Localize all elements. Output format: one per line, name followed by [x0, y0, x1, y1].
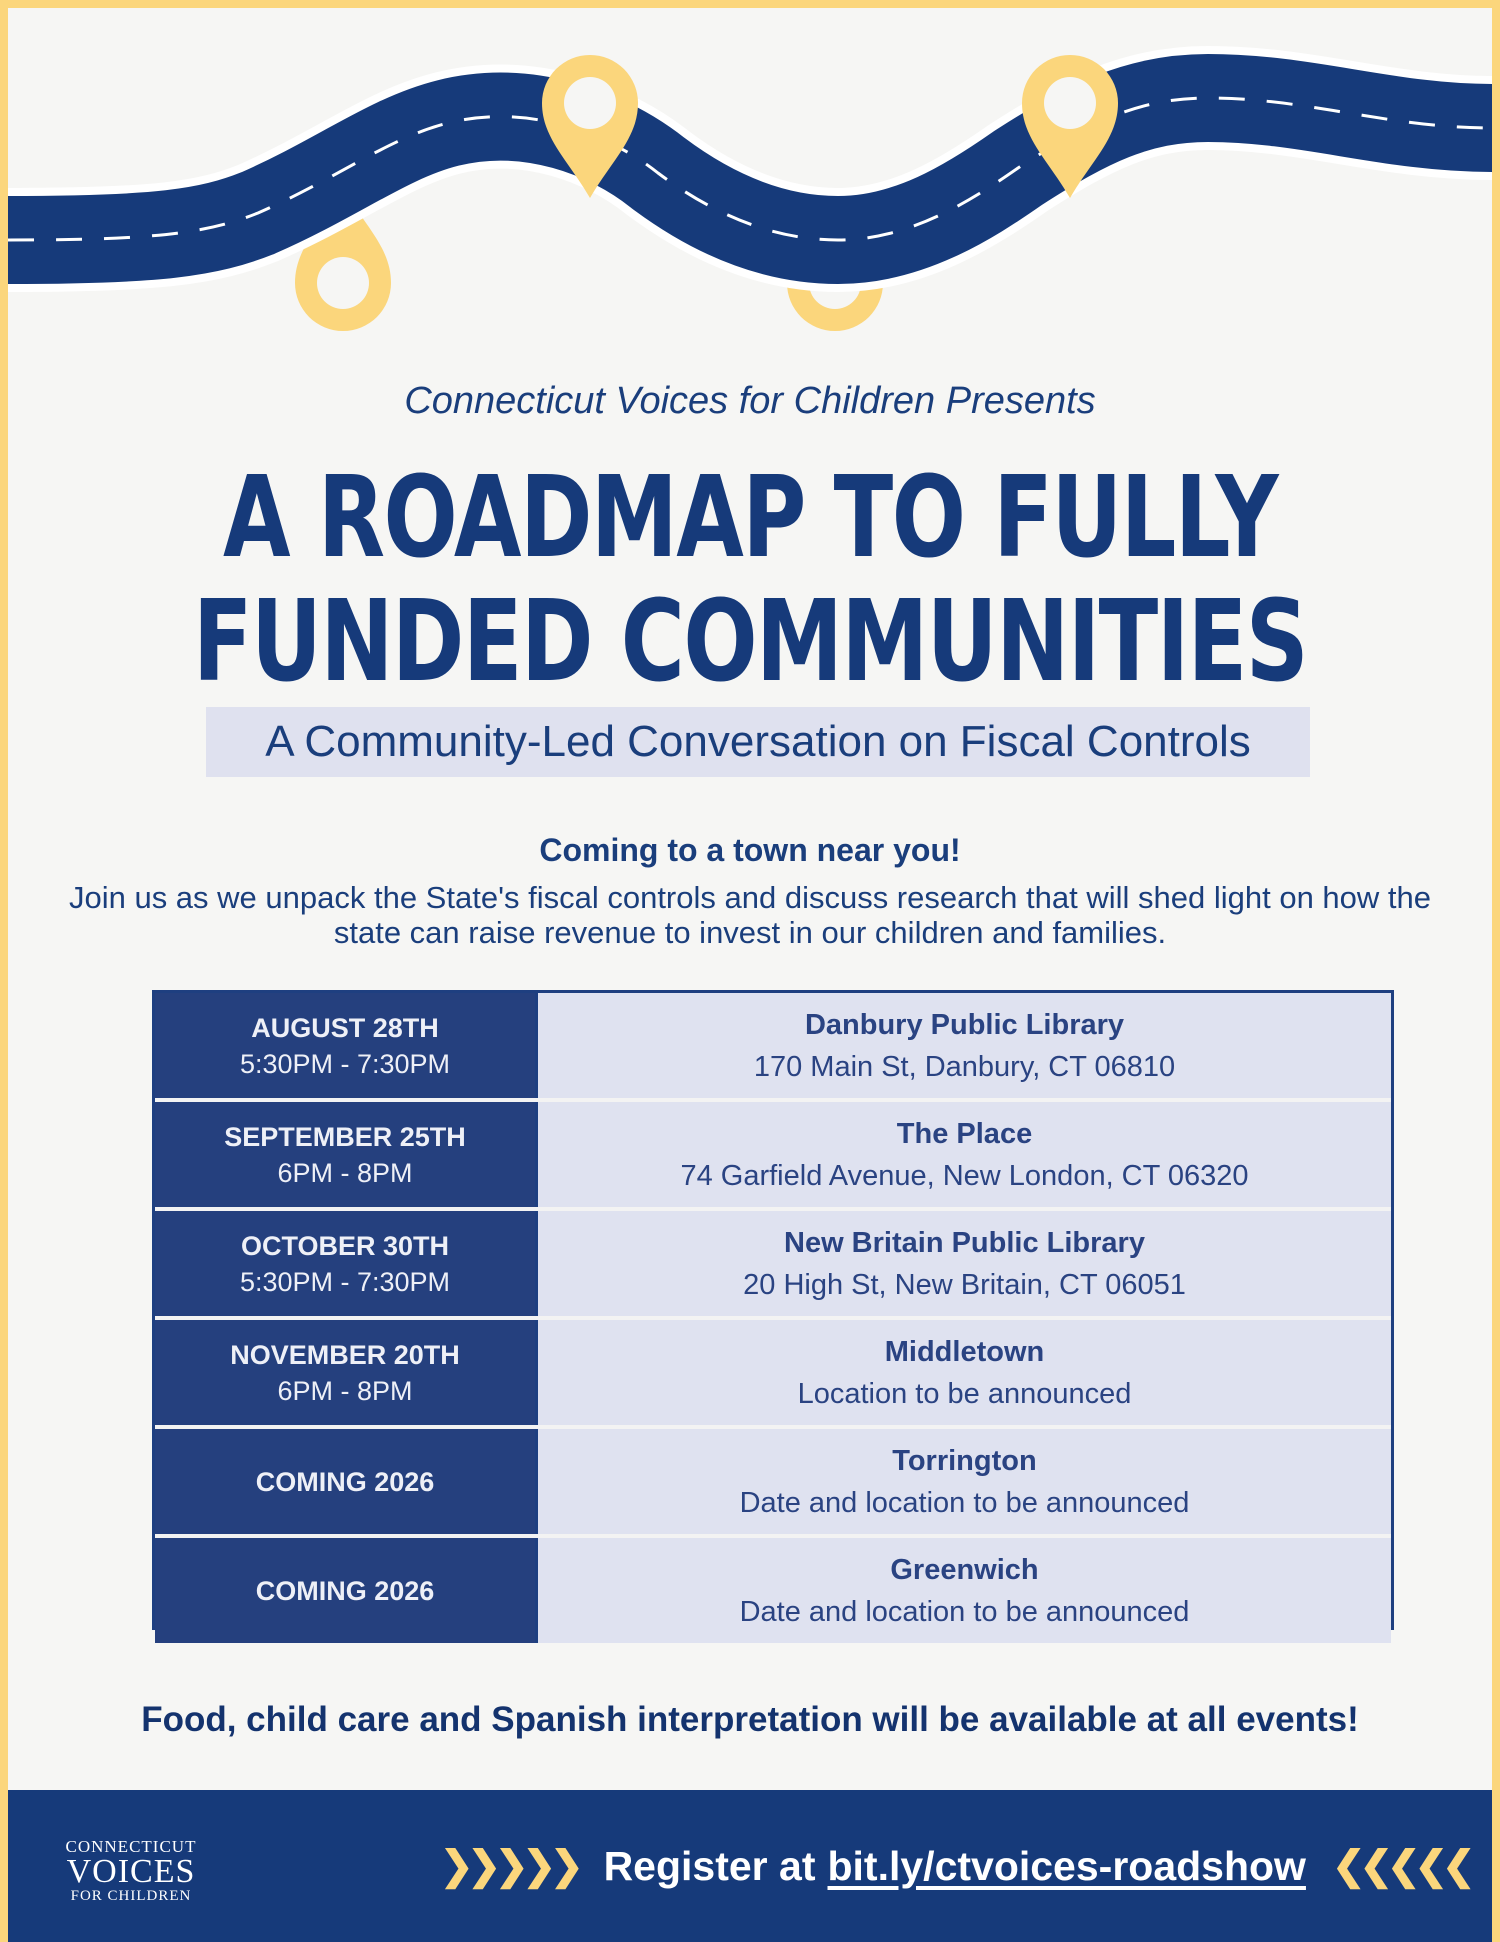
event-when [155, 1211, 535, 1316]
event-date: COMING 2026 [255, 1575, 435, 1606]
event-where [535, 1102, 1391, 1207]
register-callout [440, 1790, 1470, 1942]
presenter-line: Connecticut Voices for Children Presents [404, 380, 1096, 422]
event-where [535, 993, 1391, 1098]
event-venue: Danbury Public Library [804, 1008, 1125, 1041]
table-row [155, 1211, 1391, 1320]
event-address: Location to be announced [797, 1377, 1132, 1410]
flyer [8, 8, 1492, 1942]
chevrons-right-icon: ❯❯❯❯❯ [440, 1844, 578, 1888]
road-illustration [8, 8, 1492, 368]
ct-voices-logo [56, 1838, 206, 1904]
logo-line-1: CONNECTICUT [65, 1837, 197, 1856]
footer-banner [8, 1790, 1492, 1942]
table-row [155, 1320, 1391, 1429]
title-line-2: FUNDED COMMUNITIES [192, 577, 1308, 707]
intro-text: Join us as we unpack the State's fiscal controls and discuss research that will shed light on how the state can raise revenue to invest in our children and families. [68, 880, 1432, 950]
event-when [155, 1320, 535, 1425]
event-when [155, 993, 535, 1098]
event-time: 5:30PM - 7:30PM [239, 1048, 451, 1079]
event-venue: Middletown [884, 1335, 1045, 1368]
event-address: 74 Garfield Avenue, New London, CT 06320 [680, 1159, 1249, 1192]
event-time: 6PM - 8PM [277, 1375, 413, 1406]
event-where [535, 1538, 1391, 1643]
table-row [155, 1538, 1391, 1643]
event-address: 20 High St, New Britain, CT 06051 [743, 1268, 1186, 1301]
event-venue: Torrington [892, 1444, 1037, 1477]
event-time: 6PM - 8PM [277, 1157, 413, 1188]
logo-line-3: FOR CHILDREN [70, 1888, 192, 1904]
table-row [155, 1429, 1391, 1538]
event-address: Date and location to be announced [739, 1486, 1190, 1519]
event-time: 5:30PM - 7:30PM [239, 1266, 451, 1297]
event-date: SEPTEMBER 25TH [224, 1121, 466, 1152]
register-prefix: Register at [603, 1842, 816, 1889]
event-where [535, 1429, 1391, 1534]
page-title [8, 453, 1492, 707]
table-row [155, 993, 1391, 1102]
event-when [155, 1102, 535, 1207]
event-date: COMING 2026 [255, 1466, 435, 1497]
event-when [155, 1538, 535, 1643]
event-when [155, 1429, 535, 1534]
event-date: AUGUST 28TH [251, 1012, 439, 1043]
events-table [152, 990, 1394, 1630]
event-address: Date and location to be announced [739, 1595, 1190, 1628]
event-date: OCTOBER 30TH [240, 1230, 450, 1261]
intro-heading: Coming to a town near you! [539, 832, 961, 868]
logo-line-2: VOICES [66, 1853, 196, 1890]
table-row [155, 1102, 1391, 1211]
event-where [535, 1320, 1391, 1425]
register-link[interactable]: bit.ly/ctvoices-roadshow [827, 1842, 1306, 1889]
event-date: NOVEMBER 20TH [230, 1339, 460, 1370]
event-where [535, 1211, 1391, 1316]
event-venue: The Place [896, 1117, 1033, 1150]
subtitle-banner: A Community-Led Conversation on Fiscal Controls [206, 707, 1310, 777]
event-venue: New Britain Public Library [784, 1226, 1145, 1259]
title-line-1: A ROADMAP TO FULLY [222, 453, 1278, 583]
chevrons-left-icon: ❮❮❮❮❮ [1331, 1844, 1470, 1888]
amenities-note: Food, child care and Spanish interpretation will be available at all events! [141, 1700, 1359, 1739]
event-venue: Greenwich [890, 1553, 1039, 1586]
event-address: 170 Main St, Danbury, CT 06810 [753, 1050, 1176, 1083]
